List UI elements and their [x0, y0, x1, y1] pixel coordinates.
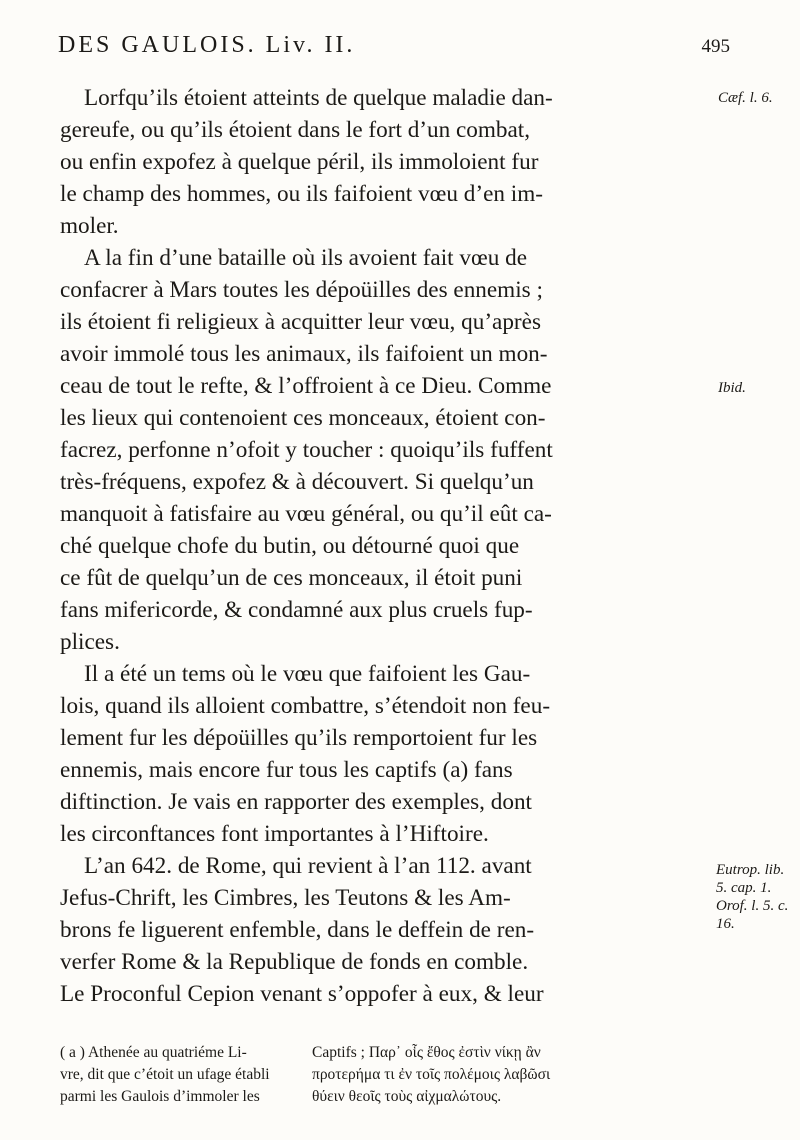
- text-line: ceau de tout le refte, & l’offroient à ce Dieu. Comme: [60, 373, 552, 399]
- text-line: ché quelque chofe du butin, ou détourné quoi que: [60, 533, 520, 559]
- text-line: Lorfqu’ils étoient atteints de quelque maladie dan-: [84, 85, 553, 111]
- running-head: DES GAULOIS. Liv. II.: [58, 32, 356, 58]
- text-line: L’an 642. de Rome, qui revient à l’an 112. avant: [84, 853, 532, 879]
- text-line: avoir immolé tous les animaux, ils faifoient un mon-: [60, 341, 548, 367]
- text-line: moler.: [60, 213, 119, 239]
- body-text: [60, 82, 710, 1010]
- footnote-line: προτερήμα τι ἐν τοῖς πολέμοις λαβῶσι: [312, 1066, 551, 1083]
- margin-note-caes: Cæf. l. 6.: [718, 90, 773, 106]
- text-line: lois, quand ils alloient combattre, s’étendoit non feu-: [60, 693, 551, 719]
- text-line: le champ des hommes, ou ils faifoient vœu d’en im-: [60, 181, 543, 207]
- margin-note-ibid: Ibid.: [718, 380, 746, 396]
- margin-note-chapter: 16.: [716, 916, 735, 932]
- text-line: les circonftances font importantes à l’Hiftoire.: [60, 821, 489, 847]
- page-header: [58, 32, 730, 72]
- text-line: plices.: [60, 629, 120, 655]
- margin-note-eutrop: Eutrop. lib.: [716, 862, 785, 878]
- footnotes: [60, 1042, 720, 1112]
- text-line: verfer Rome & la Republique de fonds en comble.: [60, 949, 529, 975]
- page-number: 495: [701, 36, 730, 57]
- text-line: manquoit à fatisfaire au vœu général, ou qu’il eût ca-: [60, 501, 552, 527]
- text-line: ils étoient fi religieux à acquitter leur vœu, qu’après: [60, 309, 541, 335]
- text-line: très-fréquens, expofez & à découvert. Si quelqu’un: [60, 469, 534, 495]
- text-line: ennemis, mais encore fur tous les captifs (a) fans: [60, 757, 513, 783]
- text-line: diftinction. Je vais en rapporter des exemples, dont: [60, 789, 532, 815]
- text-line: fans mifericorde, & condamné aux plus cruels fup-: [60, 597, 533, 623]
- footnote-french: [60, 1042, 270, 1108]
- footnote-greek: [312, 1042, 550, 1108]
- text-line: ou enfin expofez à quelque péril, ils immoloient fur: [60, 149, 539, 175]
- footnote-line: Captifs ; Παρ᾽ οἷς ἔθος ἐστὶν νίκῃ ἂν: [312, 1044, 541, 1061]
- margin-note-orose: Orof. l. 5. c.: [716, 898, 789, 914]
- text-line: A la fin d’une bataille où ils avoient fait vœu de: [84, 245, 528, 271]
- text-line: Il a été un tems où le vœu que faifoient les Gau-: [84, 661, 531, 687]
- footnote-line: ( a ) Athenée au quatriéme Li-: [60, 1044, 247, 1061]
- text-line: lement fur les dépoüilles qu’ils remportoient fur les: [60, 725, 538, 751]
- text-line: ce fût de quelqu’un de ces monceaux, il étoit puni: [60, 565, 523, 591]
- footnote-line: parmi les Gaulois d’immoler les: [60, 1088, 260, 1105]
- text-line: Jefus-Chrift, les Cimbres, les Teutons & les Am-: [60, 885, 511, 911]
- footnote-line: vre, dit que c’étoit un ufage établi: [60, 1066, 270, 1083]
- text-line: les lieux qui contenoient ces monceaux, étoient con-: [60, 405, 546, 431]
- footnote-line: θύειν θεοῖς τοὺς αἰχμαλώτους.: [312, 1088, 502, 1105]
- margin-note-eutrop-cap: 5. cap. 1.: [716, 880, 772, 896]
- text-line: facrez, perfonne n’ofoit y toucher : quoiqu’ils fuffent: [60, 437, 553, 463]
- text-line: brons fe liguerent enfemble, dans le deffein de ren-: [60, 917, 535, 943]
- text-line: Le Proconful Cepion venant s’oppofer à eux, & leur: [60, 981, 544, 1007]
- text-line: confacrer à Mars toutes les dépoüilles des ennemis ;: [60, 277, 543, 303]
- text-line: gereufe, ou qu’ils étoient dans le fort d’un combat,: [60, 117, 531, 143]
